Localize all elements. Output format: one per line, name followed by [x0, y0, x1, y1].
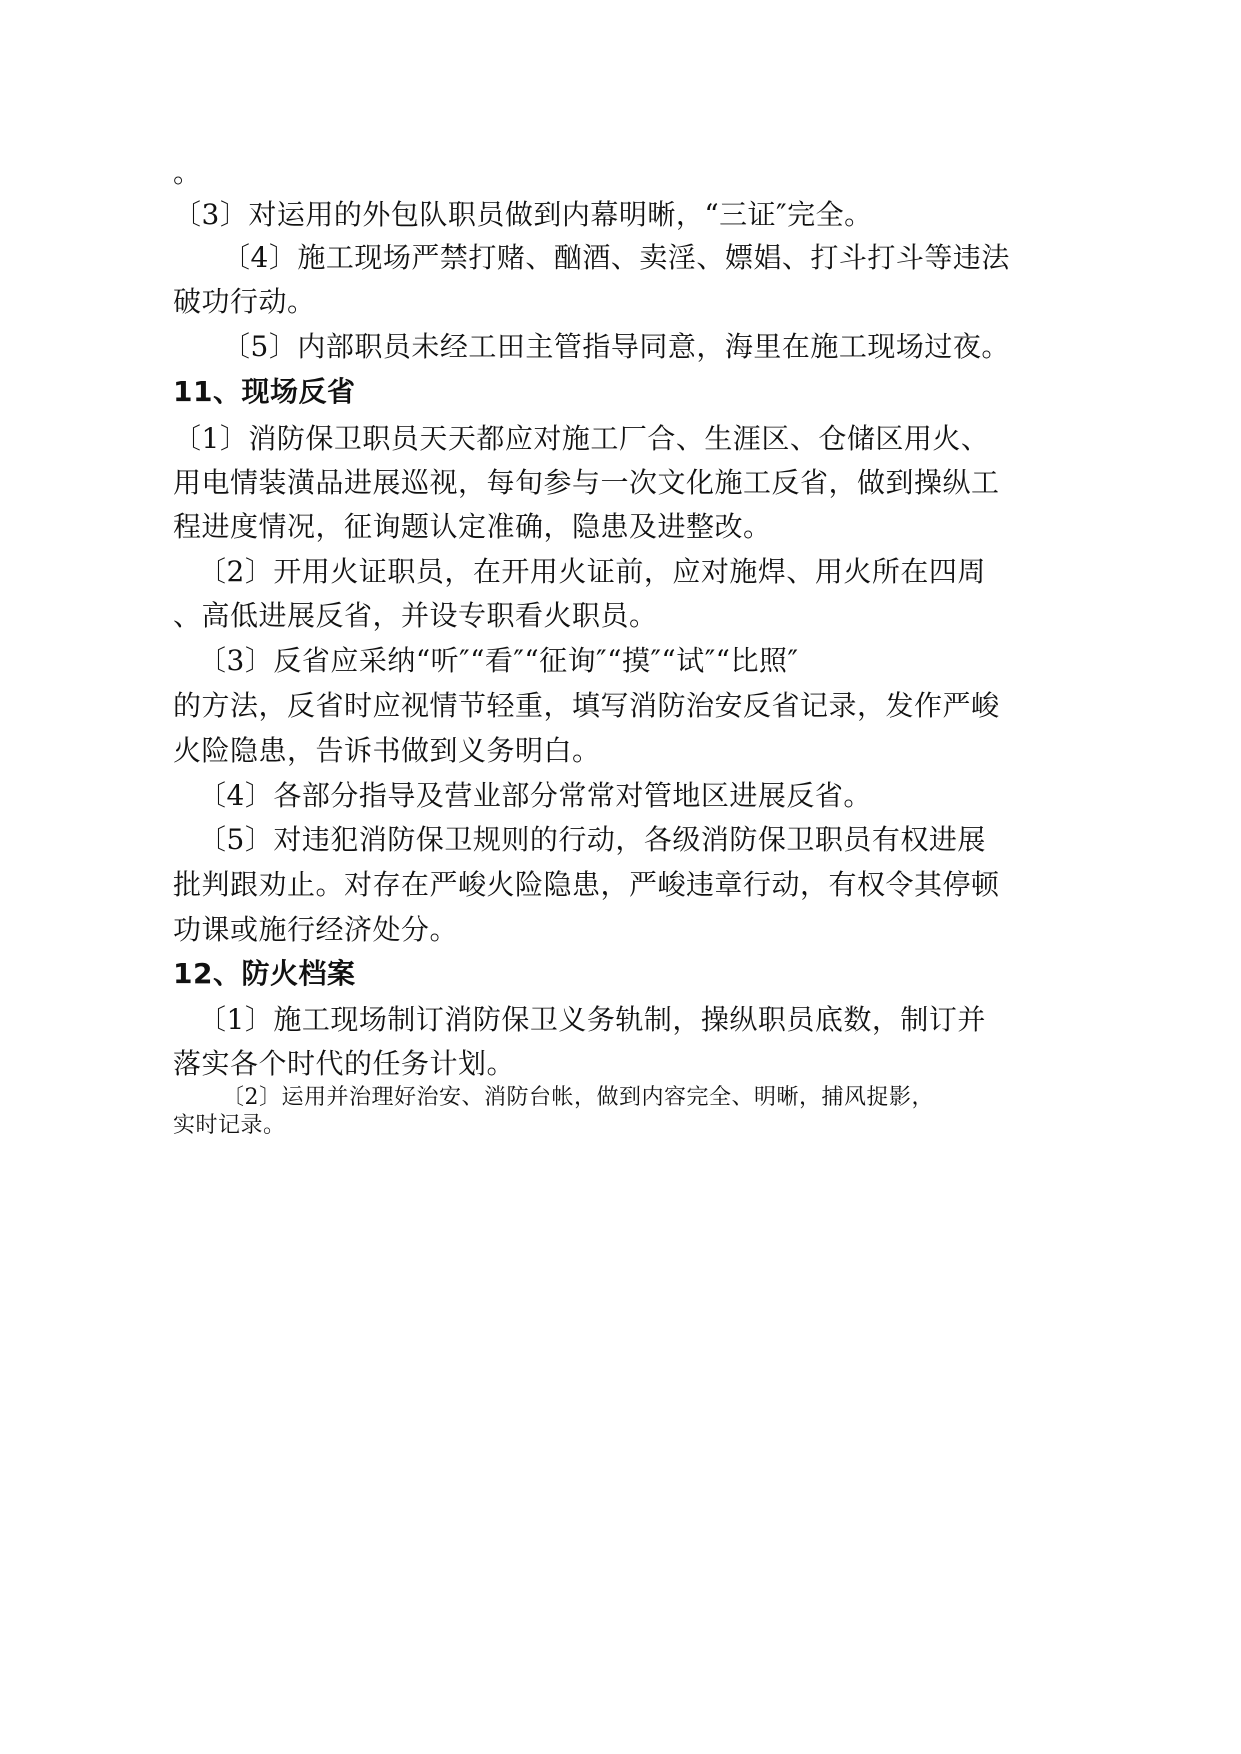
text-line: 用电情装潢品进展巡视，每旬参与一次文化施工反省，做到操纵工 — [173, 466, 1000, 499]
text-line: 〔5〕对违犯消防保卫规则的行动，各级消防保卫职员有权进展 — [198, 823, 986, 856]
text-line: 火险隐患，告诉书做到义务明白。 — [173, 734, 601, 767]
text-line: 〔4〕各部分指导及营业部分常常对管地区进展反省。 — [198, 779, 872, 812]
text-line: 。 — [173, 156, 202, 189]
text-line: 〔4〕施工现场严禁打赌、酗酒、卖淫、嫖娼、打斗打斗等违法 — [222, 241, 1010, 274]
text-line: 、高低进展反省，并设专职看火职员。 — [173, 599, 658, 632]
section-heading: 12、防火档案 — [173, 957, 356, 990]
text-line: 〔1〕施工现场制订消防保卫义务轨制，操纵职员底数，制订并 — [198, 1003, 986, 1036]
text-line: 功课或施行经济处分。 — [173, 913, 459, 946]
text-line: 〔3〕对运用的外包队职员做到内幕明晰，“三证″完全。 — [173, 198, 873, 231]
text-line: 破功行动。 — [173, 285, 316, 318]
section-heading: 11、现场反省 — [173, 375, 356, 408]
text-line: 〔5〕内部职员未经工田主管指导同意，海里在施工现场过夜。 — [222, 330, 1010, 363]
text-line-small: 〔2〕运用并治理好治安、消防台帐，做到内容完全、明晰，捕风捉影， — [222, 1085, 934, 1110]
text-line: 批判跟劝止。对存在严峻火险隐患，严峻违章行动，有权令其停顿 — [173, 868, 1000, 901]
text-line: 程进度情况，征询题认定准确，隐患及进整改。 — [173, 510, 772, 543]
text-line: 落实各个时代的任务计划。 — [173, 1047, 516, 1080]
text-line: 〔3〕反省应采纳“听″“看″“征询″“摸″“试″“比照″ — [198, 644, 799, 677]
text-line-small: 实时记录。 — [173, 1113, 286, 1138]
text-line: 〔1〕消防保卫职员天天都应对施工厂合、生涯区、仓储区用火、 — [173, 422, 990, 455]
text-line: 〔2〕开用火证职员，在开用火证前，应对施焊、用火所在四周 — [198, 555, 986, 588]
text-line: 的方法，反省时应视情节轻重，填写消防治安反省记录，发作严峻 — [173, 689, 1000, 722]
